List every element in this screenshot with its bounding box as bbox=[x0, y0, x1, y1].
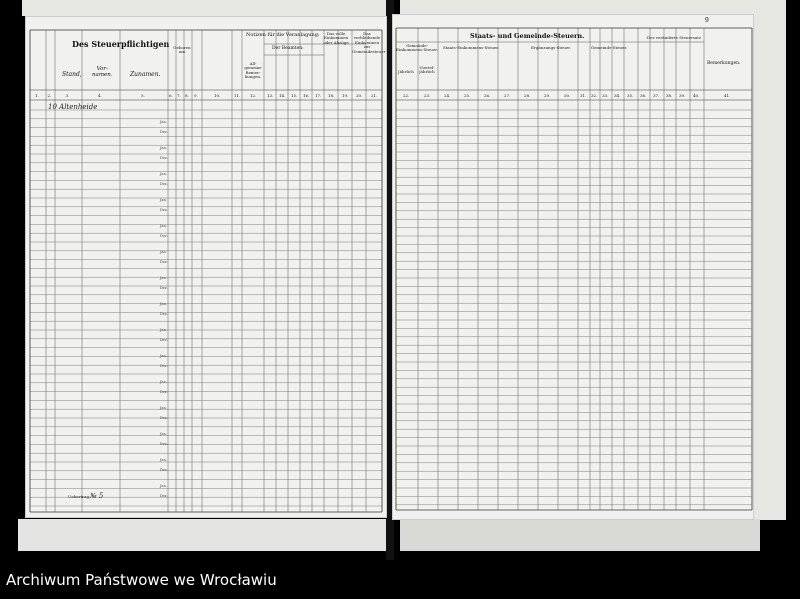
left-column-number: 17. bbox=[315, 93, 322, 98]
col-das-verbleib-header: Das verbleibende Einkommen zur Gemeindesteuer bbox=[352, 31, 386, 54]
row-month-label: Jan. bbox=[160, 302, 167, 306]
row-month-label: Dez. bbox=[160, 286, 168, 290]
right-column-number: 33. bbox=[602, 93, 609, 98]
col-das-volle-header: Das volle Einkommen oder Abzüge bbox=[323, 31, 349, 45]
col-jahrlich-header: Jährlich bbox=[398, 69, 414, 74]
left-column-number: 13. bbox=[267, 93, 274, 98]
uebertrag-label: Uebertrag bbox=[68, 494, 90, 499]
right-column-number: 24. bbox=[444, 93, 451, 98]
row-month-label: Dez. bbox=[160, 468, 168, 472]
col-veranderte-header: Der veränderte Steuersatz bbox=[646, 35, 702, 40]
col-zunamen-header: Zunamen. bbox=[130, 71, 161, 78]
row-month-label: Dez. bbox=[160, 312, 168, 316]
right-title: Staats- und Gemeinde-Steuern. bbox=[470, 32, 585, 40]
row-month-label: Dez. bbox=[160, 208, 168, 212]
row-month-label: Jan. bbox=[160, 224, 167, 228]
row-month-label: Jan. bbox=[160, 458, 167, 462]
left-column-number: 8. bbox=[185, 93, 189, 98]
row-month-label: Jan. bbox=[160, 484, 167, 488]
right-column-number: 40. bbox=[693, 93, 700, 98]
row-month-label: Dez. bbox=[160, 390, 168, 394]
left-column-number: 1. bbox=[35, 93, 39, 98]
right-column-number: 31. bbox=[580, 93, 587, 98]
left-column-number: 6. bbox=[169, 93, 173, 98]
right-column-number: 39. bbox=[679, 93, 686, 98]
row-month-label: Dez. bbox=[160, 494, 168, 498]
archive-label: Archiwum Państwowe we Wrocławiu bbox=[6, 571, 277, 589]
left-column-number: 18. bbox=[328, 93, 335, 98]
left-column-number: 15. bbox=[291, 93, 298, 98]
row-month-label: Dez. bbox=[160, 442, 168, 446]
row-month-label: Jan. bbox=[160, 198, 167, 202]
page-number: 9 bbox=[705, 17, 709, 24]
row-month-label: Dez. bbox=[160, 364, 168, 368]
col-gemeinde-steuer-header: Gemeinde-Steuer. bbox=[590, 45, 628, 50]
row-month-label: Jan. bbox=[160, 380, 167, 384]
col-vierteljahrlich-header: Viertel-jährlich bbox=[419, 65, 435, 75]
right-column-number: 23. bbox=[424, 93, 431, 98]
col-allgemeine-header: All-gemeine Bemer-kungen. bbox=[244, 61, 262, 80]
row-month-label: Dez. bbox=[160, 260, 168, 264]
right-column-number: 30. bbox=[564, 93, 571, 98]
right-column-number: 41. bbox=[724, 93, 731, 98]
right-column-number: 25. bbox=[464, 93, 471, 98]
col-notizen-header: Notizen für die Veranlagung: bbox=[246, 32, 320, 38]
right-column-number: 28. bbox=[524, 93, 531, 98]
right-column-number: 37. bbox=[653, 93, 660, 98]
left-column-number: 16. bbox=[303, 93, 310, 98]
left-title: Des Steuerpflichtigen bbox=[72, 39, 170, 49]
left-column-number: 9. bbox=[194, 93, 198, 98]
right-column-number: 22. bbox=[403, 93, 410, 98]
col-gemeinde-einkommen-header: Gemeinde-Einkommens-Steuer. bbox=[396, 43, 438, 53]
right-column-number: 26. bbox=[484, 93, 491, 98]
uebertrag-number: № 5 bbox=[90, 492, 104, 500]
col-vornamen-header: Vor- namen. bbox=[92, 66, 113, 78]
row-month-label: Dez. bbox=[160, 130, 168, 134]
row-month-label: Jan. bbox=[160, 328, 167, 332]
row-month-label: Jan. bbox=[160, 172, 167, 176]
row-month-label: Dez. bbox=[160, 338, 168, 342]
row-month-label: Dez. bbox=[160, 416, 168, 420]
left-column-number: 10. bbox=[214, 93, 221, 98]
col-stand-header: Stand, bbox=[62, 71, 82, 78]
row-month-label: Jan. bbox=[160, 120, 167, 124]
left-column-number: 3. bbox=[65, 93, 70, 98]
right-column-number: 29. bbox=[544, 93, 551, 98]
col-erganzung-header: Ergänzungs-Steuer. bbox=[531, 45, 571, 50]
left-column-number: 14. bbox=[279, 93, 286, 98]
row-month-label: Jan. bbox=[160, 354, 167, 358]
right-column-number: 27. bbox=[504, 93, 511, 98]
left-column-number: 4. bbox=[98, 93, 102, 98]
col-staats-einkommen-header: Staats-Einkommens-Steuer. bbox=[442, 45, 500, 50]
col-der-beamten-header: Der Beamten: bbox=[272, 46, 304, 51]
right-column-number: 32. bbox=[591, 93, 598, 98]
left-column-number: 21. bbox=[371, 93, 378, 98]
handwritten-entry: 10 Altenheide bbox=[48, 103, 98, 111]
right-column-number: 34. bbox=[614, 93, 621, 98]
row-month-label: Jan. bbox=[160, 250, 167, 254]
row-month-label: Jan. bbox=[160, 406, 167, 410]
row-month-label: Jan. bbox=[160, 432, 167, 436]
row-month-label: Dez. bbox=[160, 234, 168, 238]
left-column-number: 7. bbox=[177, 93, 181, 98]
right-column-number: 35. bbox=[627, 93, 634, 98]
right-column-number: 36. bbox=[640, 93, 647, 98]
row-month-label: Dez. bbox=[160, 182, 168, 186]
left-column-number: 12. bbox=[250, 93, 257, 98]
row-month-label: Jan. bbox=[160, 276, 167, 280]
left-column-number: 11. bbox=[234, 93, 241, 98]
right-column-number: 38. bbox=[666, 93, 673, 98]
left-column-number: 19. bbox=[342, 93, 349, 98]
col-geboren-header: Geboren am bbox=[173, 45, 191, 55]
left-column-number: 5. bbox=[141, 93, 145, 98]
row-month-label: Dez. bbox=[160, 156, 168, 160]
col-bemerkungen-header: Bemerkungen. bbox=[707, 61, 741, 66]
row-month-label: Jan. bbox=[160, 146, 167, 150]
left-column-number: 20. bbox=[356, 93, 363, 98]
left-column-number: 2. bbox=[47, 93, 52, 98]
